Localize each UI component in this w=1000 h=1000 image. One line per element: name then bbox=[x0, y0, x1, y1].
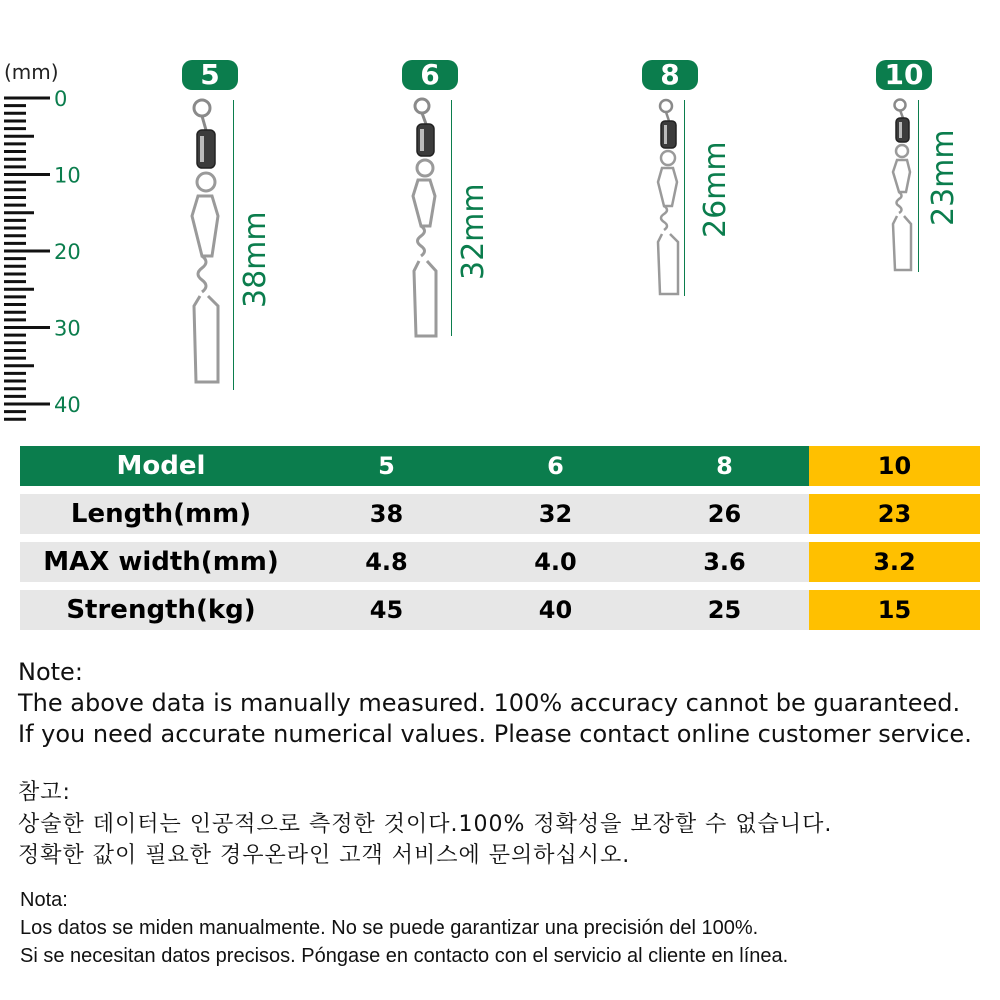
note-line-ko-2: 정확한 값이 필요한 경우온라인 고객 서비스에 문의하십시오. bbox=[18, 843, 631, 868]
length-label-6: 32mm bbox=[456, 183, 491, 280]
spec-table-header bbox=[20, 446, 980, 486]
model-badge-10: 10 bbox=[876, 60, 932, 90]
note-line-en-1: The above data is manually measured. 100% accuracy cannot be guaranteed. bbox=[18, 689, 961, 717]
ruler-unit-label: (mm) bbox=[4, 60, 59, 84]
table-cell: 38 bbox=[369, 500, 404, 528]
table-row-length bbox=[20, 494, 980, 534]
swivel-snap-image-10 bbox=[888, 96, 920, 276]
length-dimension-line-8 bbox=[684, 100, 685, 296]
table-cell: 32 bbox=[538, 500, 573, 528]
header-cell-model: Model bbox=[116, 451, 206, 481]
length-dimension-line-10 bbox=[918, 100, 919, 272]
header-cell: 8 bbox=[716, 452, 733, 480]
header-cell-highlight: 10 bbox=[809, 446, 980, 486]
model-badge-8: 8 bbox=[642, 60, 698, 90]
note-line-ko-1: 상술한 데이터는 인공적으로 측정한 것이다.100% 정확성을 보장할 수 없습니다. bbox=[18, 812, 833, 837]
ruler-label: 0 bbox=[54, 88, 68, 111]
header-cell: 6 bbox=[547, 452, 564, 480]
row-label: MAX width(mm) bbox=[43, 547, 279, 577]
table-cell: 4.0 bbox=[534, 548, 577, 576]
length-dimension-line-6 bbox=[451, 100, 452, 336]
table-cell-highlight: 23 bbox=[809, 494, 980, 534]
table-cell: 40 bbox=[538, 596, 573, 624]
table-cell: 45 bbox=[369, 596, 404, 624]
header-cell: 5 bbox=[378, 452, 395, 480]
table-row-max-width bbox=[20, 542, 980, 582]
row-label: Strength(kg) bbox=[66, 595, 256, 625]
mm-ruler bbox=[0, 88, 110, 428]
ruler-label: 40 bbox=[54, 393, 81, 417]
table-cell: 25 bbox=[707, 596, 742, 624]
model-badge-6: 6 bbox=[402, 60, 458, 90]
ruler-label: 10 bbox=[54, 163, 81, 188]
length-label-10: 23mm bbox=[926, 129, 961, 226]
table-row-strength bbox=[20, 590, 980, 630]
table-cell: 3.6 bbox=[703, 548, 746, 576]
swivel-snap-image-8 bbox=[652, 96, 688, 300]
ruler-label: 30 bbox=[54, 316, 81, 341]
table-cell: 4.8 bbox=[365, 548, 408, 576]
ruler-label: 20 bbox=[54, 240, 81, 264]
table-cell-highlight: 3.2 bbox=[809, 542, 980, 582]
note-line-es-2: Si se necesitan datos precisos. Póngase en contacto con el servicio al cliente en línea. bbox=[20, 945, 789, 967]
swivel-snap-image-5 bbox=[188, 96, 232, 392]
note-title-es: Nota: bbox=[20, 889, 68, 911]
note-line-es-1: Los datos se miden manualmente. No se puede garantizar una precisión del 100%. bbox=[20, 917, 759, 939]
length-dimension-line-5 bbox=[233, 100, 234, 390]
table-cell: 26 bbox=[707, 500, 742, 528]
note-line-en-2: If you need accurate numerical values. Please contact online customer service. bbox=[18, 720, 972, 748]
model-badge-5: 5 bbox=[182, 60, 238, 90]
note-title-en: Note: bbox=[18, 658, 83, 686]
note-title-ko: 참고: bbox=[18, 780, 71, 805]
row-label: Length(mm) bbox=[70, 499, 252, 529]
table-cell-highlight: 15 bbox=[809, 590, 980, 630]
length-label-8: 26mm bbox=[698, 141, 733, 238]
swivel-snap-image-6 bbox=[408, 96, 448, 344]
length-label-5: 38mm bbox=[238, 211, 273, 308]
